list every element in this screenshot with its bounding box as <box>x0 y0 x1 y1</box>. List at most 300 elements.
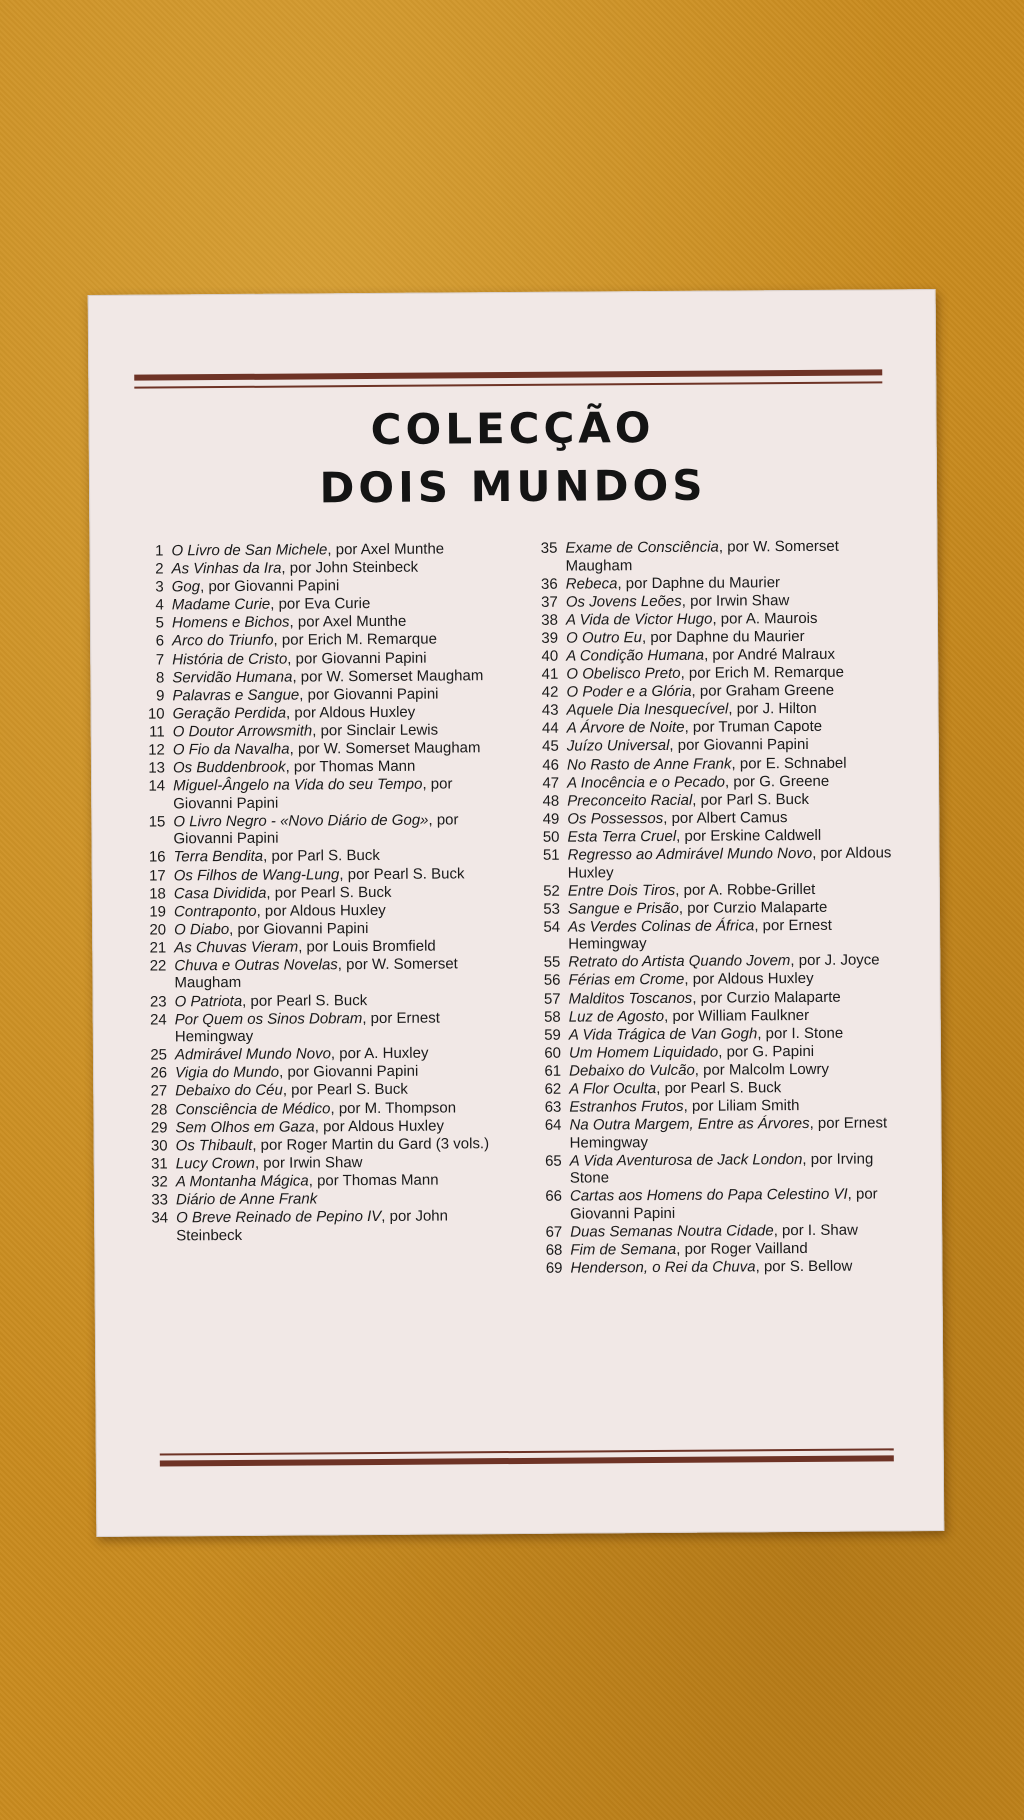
book-title: O Livro Negro - «Novo Diário de Gog» <box>173 811 429 831</box>
book-text <box>568 844 892 881</box>
book-entry <box>135 1099 503 1119</box>
book-entry <box>522 1150 894 1188</box>
book-title: Cartas aos Homens do Papa Celestino VI <box>569 1186 848 1206</box>
book-entry <box>132 558 500 578</box>
book-entry <box>132 649 500 669</box>
book-text <box>172 649 500 669</box>
book-title: Exame de Consciência <box>565 538 719 557</box>
book-number: 62 <box>544 1080 562 1098</box>
book-entry <box>519 754 891 774</box>
book-number: 12 <box>148 741 165 759</box>
book-author: , por Erich M. Remarque <box>273 631 437 650</box>
book-text <box>566 609 890 629</box>
book-entry <box>518 573 890 593</box>
book-text <box>173 775 501 812</box>
book-author: , por G. Papini <box>718 1042 815 1061</box>
book-author: , por Parl S. Buck <box>692 790 810 809</box>
book-author: , por M. Thompson <box>330 1098 457 1117</box>
book-author: , por E. Schnabel <box>731 754 847 773</box>
book-title: A Árvore de Noite <box>566 719 685 737</box>
book-number: 61 <box>544 1062 562 1080</box>
book-entry <box>522 1239 894 1259</box>
book-number: 24 <box>149 1011 167 1029</box>
book-title: História de Cristo <box>172 650 288 668</box>
book-author: , por Curzio Malaparte <box>692 988 841 1007</box>
book-text <box>175 1117 503 1137</box>
book-text <box>566 627 890 647</box>
book-author: , por Roger Vailland <box>676 1240 808 1258</box>
book-text <box>567 754 891 774</box>
book-text <box>567 808 891 828</box>
book-number: 1 <box>155 542 164 560</box>
book-author: , por Ernest Hemingway <box>569 1114 888 1152</box>
book-number: 26 <box>150 1064 168 1082</box>
book-entry <box>518 609 890 629</box>
book-title: As Chuvas Vieram <box>174 938 299 957</box>
book-text <box>173 703 501 723</box>
book-author: , por A. Maurois <box>712 609 818 628</box>
book-title: O Fio da Navalha <box>172 740 290 759</box>
book-number: 36 <box>540 575 558 593</box>
book-number: 38 <box>541 611 559 629</box>
book-entry <box>134 937 502 957</box>
book-author: , por Giovanni Papini <box>279 1063 419 1082</box>
book-number: 52 <box>543 882 560 900</box>
book-text <box>567 700 891 720</box>
book-entry <box>133 703 501 723</box>
book-text <box>172 685 500 705</box>
book-text <box>174 883 502 903</box>
book-entry <box>134 883 502 903</box>
book-number: 47 <box>542 774 560 792</box>
book-entry <box>521 1024 893 1044</box>
book-list-right <box>517 537 894 1278</box>
book-entry <box>134 919 502 939</box>
book-entry <box>135 991 503 1011</box>
book-text <box>173 811 501 848</box>
book-entry <box>135 1044 503 1064</box>
book-entry <box>521 1042 893 1062</box>
book-author: , por W. Somerset Maugham <box>289 739 481 758</box>
book-author: , por Parl S. Buck <box>263 847 380 866</box>
book-number: 49 <box>542 810 560 828</box>
book-entry <box>134 865 502 885</box>
book-text <box>172 631 500 651</box>
book-title: As Verdes Colinas de África <box>568 917 755 936</box>
book-text <box>175 1081 503 1101</box>
book-author: , por G. Greene <box>724 772 830 791</box>
book-text <box>570 1221 894 1241</box>
book-author: , por J. Hilton <box>728 700 817 718</box>
book-title: Na Outra Margem, Entre as Árvores <box>569 1115 810 1134</box>
book-number: 37 <box>541 593 558 611</box>
book-author: , por Aldous Huxley <box>256 901 386 920</box>
book-entry <box>520 916 892 954</box>
book-number: 46 <box>542 756 560 774</box>
book-entry <box>521 1096 893 1116</box>
book-text <box>569 1042 893 1062</box>
book-author: , por S. Bellow <box>755 1257 853 1276</box>
book-author: , por Graham Greene <box>691 681 835 700</box>
book-number: 21 <box>149 939 167 957</box>
book-entry <box>519 736 891 756</box>
book-title: Consciência de Médico <box>175 1099 331 1118</box>
book-entry <box>520 880 892 900</box>
book-author: , por Truman Capote <box>684 718 823 737</box>
book-author: , por Malcolm Lowry <box>694 1060 830 1079</box>
book-text <box>569 1115 893 1152</box>
book-entry <box>517 537 889 575</box>
book-text <box>566 663 890 683</box>
book-number: 35 <box>540 539 558 557</box>
book-text <box>172 594 500 614</box>
book-number: 18 <box>149 885 166 903</box>
book-number: 66 <box>545 1188 563 1206</box>
book-text <box>175 1009 503 1046</box>
book-text <box>174 901 502 921</box>
book-title: Admirável Mundo Novo <box>174 1045 331 1064</box>
book-entry <box>521 1115 893 1153</box>
book-number: 45 <box>542 738 559 756</box>
book-entry <box>519 700 891 720</box>
book-title: O Livro de San Michele <box>171 541 328 560</box>
book-entry <box>135 1081 503 1101</box>
book-text <box>176 1135 504 1155</box>
book-entry <box>132 667 500 687</box>
book-number: 7 <box>155 651 165 669</box>
book-entry <box>136 1207 504 1245</box>
book-entry <box>518 627 890 647</box>
book-text <box>569 1060 893 1080</box>
book-number: 31 <box>150 1155 168 1173</box>
book-title: Debaixo do Vulcão <box>569 1061 695 1080</box>
book-entry <box>520 844 892 882</box>
book-entry <box>518 663 890 683</box>
book-entry <box>522 1221 894 1241</box>
book-number: 43 <box>541 701 559 720</box>
book-title: O Obelisco Preto <box>566 664 681 683</box>
book-number: 56 <box>543 972 561 990</box>
book-entry <box>521 1060 893 1080</box>
book-author: , por Giovanni Papini <box>287 649 427 668</box>
book-entry <box>136 1171 504 1191</box>
book-entry <box>135 1062 503 1082</box>
book-entry <box>132 685 500 705</box>
book-number: 23 <box>149 993 167 1011</box>
book-title: Madame Curie <box>171 595 271 614</box>
book-text <box>567 718 891 738</box>
book-title: As Vinhas da Ira <box>171 559 282 578</box>
book-author: , por Irwin Shaw <box>681 591 790 610</box>
book-number: 64 <box>544 1116 562 1135</box>
book-entry <box>131 540 499 560</box>
book-title: Juízo Universal <box>566 737 670 756</box>
book-entry <box>518 682 890 702</box>
book-text <box>569 1024 893 1044</box>
book-number: 16 <box>148 848 166 866</box>
book-author: , por Daphne du Maurier <box>641 627 805 646</box>
book-number: 44 <box>541 720 559 738</box>
book-entry <box>520 952 892 972</box>
book-number: 60 <box>544 1044 562 1062</box>
book-author: , por Louis Bromfield <box>298 937 436 956</box>
book-author: , por Pearl S. Buck <box>656 1079 782 1098</box>
book-title: Palavras e Sangue <box>172 686 300 705</box>
book-number: 58 <box>543 1008 561 1026</box>
book-number: 30 <box>150 1137 168 1155</box>
book-number: 13 <box>148 759 166 777</box>
book-entry <box>520 970 892 990</box>
book-title: Estranhos Frutos <box>569 1097 684 1116</box>
book-author: , por André Malraux <box>704 645 836 664</box>
book-number: 65 <box>544 1152 562 1170</box>
top-rule-thin <box>134 381 882 388</box>
book-title: O Breve Reinado de Pepino IV <box>176 1208 382 1227</box>
book-entry <box>521 1006 893 1026</box>
book-author: , por Erskine Caldwell <box>676 826 822 845</box>
book-number: 63 <box>544 1098 562 1116</box>
book-text <box>570 1239 894 1259</box>
book-author: , por Ernest Hemingway <box>174 1009 440 1046</box>
book-number: 20 <box>149 921 167 939</box>
book-author: , por I. Stone <box>757 1024 844 1043</box>
book-author: , por Curzio Malaparte <box>678 898 828 917</box>
book-number: 29 <box>150 1119 168 1137</box>
book-back-cover <box>88 289 945 1537</box>
book-number: 19 <box>149 903 167 921</box>
book-author: , por Thomas Mann <box>285 757 416 776</box>
book-text <box>172 667 500 687</box>
book-title: Rebeca <box>565 574 618 593</box>
book-text <box>567 790 891 810</box>
book-title: Regresso ao Admirável Mundo Novo <box>567 844 813 864</box>
book-entry <box>519 772 891 792</box>
book-number: 6 <box>155 632 165 650</box>
book-entry <box>135 1009 503 1047</box>
book-author: , por Thomas Mann <box>308 1171 439 1190</box>
book-author: , por Giovanni Papini <box>669 736 809 755</box>
book-text <box>175 1099 503 1119</box>
book-title: Duas Semanas Noutra Cidade <box>570 1222 774 1241</box>
book-number: 27 <box>150 1082 168 1100</box>
book-title: Miguel-Ângelo na Vida do seu Tempo <box>173 775 423 795</box>
book-number: 69 <box>545 1259 563 1277</box>
book-entry <box>135 1117 503 1137</box>
book-entry <box>134 901 502 921</box>
book-author: , por Albert Camus <box>663 808 788 827</box>
book-title: Por Quem os Sinos Dobram <box>174 1009 363 1029</box>
book-number: 11 <box>149 723 165 741</box>
book-author: , por A. Huxley <box>330 1044 429 1063</box>
book-text <box>176 1189 504 1209</box>
book-text <box>174 955 502 992</box>
book-number: 17 <box>148 866 166 885</box>
book-title: Férias em Crome <box>568 971 685 990</box>
book-entry <box>133 757 501 777</box>
book-text <box>173 721 501 741</box>
book-title: O Doutor Arrowsmith <box>172 722 313 741</box>
book-number: 10 <box>147 705 165 723</box>
book-title: O Patriota <box>174 992 243 1010</box>
book-author: , por William Faulkner <box>664 1006 810 1025</box>
book-title: Esta Terra Cruel <box>567 827 677 846</box>
book-number: 34 <box>151 1209 169 1227</box>
book-title: Chuva e Outras Novelas <box>174 956 338 975</box>
book-text <box>171 540 499 560</box>
book-text <box>566 573 890 593</box>
book-entry <box>133 739 501 759</box>
book-number: 33 <box>151 1191 169 1209</box>
book-title: Diário de Anne Frank <box>175 1190 318 1209</box>
book-author: , por Pearl S. Buck <box>282 1081 408 1100</box>
book-title: Retrato do Artista Quando Jovem <box>568 952 791 972</box>
book-text <box>172 576 500 596</box>
book-author: , por Aldous Huxley <box>314 1117 445 1136</box>
book-author: , por John Steinbeck <box>281 558 419 577</box>
book-author: , por Daphne du Maurier <box>617 573 781 592</box>
book-title: Os Thibault <box>175 1136 253 1155</box>
book-title: Os Possessos <box>567 809 664 828</box>
book-entry <box>132 594 500 614</box>
book-author: , por Eva Curie <box>270 595 371 613</box>
book-title: A Flor Oculta <box>569 1080 657 1098</box>
book-entry <box>132 576 500 596</box>
book-entry <box>521 1078 893 1098</box>
book-title: Os Buddenbrook <box>172 758 286 777</box>
book-author: , por J. Joyce <box>790 951 880 970</box>
book-text <box>565 537 889 574</box>
book-title: O Outro Eu <box>566 628 643 647</box>
book-title: A Montanha Mágica <box>175 1172 309 1191</box>
book-title: Luz de Agosto <box>568 1007 665 1026</box>
book-title: Gog <box>171 578 201 596</box>
book-title: A Condição Humana <box>566 646 705 665</box>
book-number: 40 <box>541 647 559 665</box>
book-entry <box>519 790 891 810</box>
book-text <box>566 591 890 611</box>
book-author: , por Pearl S. Buck <box>266 883 392 902</box>
book-number: 8 <box>155 669 165 687</box>
book-entry <box>136 1135 504 1155</box>
book-author: , por Axel Munthe <box>289 613 407 631</box>
book-title: Um Homem Liquidado <box>568 1043 719 1062</box>
book-entry <box>132 631 500 651</box>
book-title: Entre Dois Tiros <box>567 881 676 900</box>
book-text <box>174 847 502 867</box>
book-title: Terra Bendita <box>173 848 264 866</box>
book-entry <box>521 988 893 1008</box>
book-text <box>568 898 892 918</box>
book-entry <box>134 955 502 993</box>
book-author: , por Pearl S. Buck <box>242 991 368 1010</box>
book-author: , por Giovanni Papini <box>173 775 453 813</box>
book-text <box>176 1153 504 1173</box>
book-text <box>175 1062 503 1082</box>
collection-title-line2: DOIS MUNDOS <box>319 460 707 513</box>
book-title: Casa Dividida <box>173 884 267 902</box>
book-number: 22 <box>149 957 167 975</box>
book-text <box>569 1078 893 1098</box>
book-number: 5 <box>155 614 165 632</box>
book-text <box>570 1150 894 1187</box>
book-title: Henderson, o Rei da Chuva <box>570 1258 756 1277</box>
book-author: , por Axel Munthe <box>327 540 445 559</box>
book-text <box>174 919 502 939</box>
book-text <box>567 736 891 756</box>
book-author: , por W. Somerset Maugham <box>565 537 839 575</box>
book-number: 15 <box>148 813 166 831</box>
book-number: 54 <box>543 918 561 936</box>
book-entry <box>522 1186 894 1224</box>
book-author: , por Liliam Smith <box>683 1097 800 1115</box>
book-entry <box>518 591 890 611</box>
book-text <box>567 772 891 792</box>
book-author: , por Irwin Shaw <box>254 1153 363 1172</box>
book-title: Sangue e Prisão <box>567 899 679 918</box>
book-title: Fim de Semana <box>570 1240 677 1259</box>
collection-title-line1: COLECÇÃO <box>370 403 655 455</box>
book-author: , por John Steinbeck <box>176 1207 449 1244</box>
book-text <box>172 558 500 578</box>
book-text <box>173 739 501 759</box>
book-entry <box>133 721 501 741</box>
book-title: Lucy Crown <box>175 1154 256 1173</box>
book-title: A Vida Trágica de Van Gogh <box>568 1025 758 1044</box>
book-title: Contraponto <box>173 902 257 921</box>
book-text <box>567 826 891 846</box>
book-number: 50 <box>542 828 560 846</box>
book-text <box>566 682 890 702</box>
book-number: 42 <box>541 683 559 701</box>
book-author: , por Roger Martin du Gard (3 vols.) <box>252 1134 490 1154</box>
book-text <box>173 757 501 777</box>
book-entry <box>133 811 501 849</box>
book-text <box>568 880 892 900</box>
book-entry <box>134 847 502 867</box>
bottom-rule-thin <box>160 1448 894 1455</box>
book-number: 25 <box>150 1046 168 1064</box>
book-list-left <box>131 540 504 1245</box>
book-text <box>176 1171 504 1191</box>
book-author: , por Giovanni Papini <box>299 685 439 704</box>
book-title: Os Filhos de Wang-Lung <box>173 865 340 884</box>
book-number: 55 <box>543 954 561 972</box>
book-title: Sem Olhos em Gaza <box>175 1118 315 1137</box>
book-number: 9 <box>156 687 165 705</box>
book-number: 41 <box>541 665 559 683</box>
book-author: , por Aldous Huxley <box>567 844 892 882</box>
book-title: A Vida Aventurosa de Jack London <box>569 1150 803 1170</box>
book-number: 57 <box>543 990 561 1008</box>
bottom-rule-thick <box>160 1455 894 1466</box>
book-text <box>569 988 893 1008</box>
book-title: Aquele Dia Inesquecível <box>566 700 729 719</box>
book-author: , por Erich M. Remarque <box>680 663 844 682</box>
book-number: 51 <box>542 846 560 864</box>
book-number: 59 <box>544 1026 561 1044</box>
book-author: , por Irving Stone <box>569 1150 874 1187</box>
book-title: A Vida de Victor Hugo <box>565 610 713 629</box>
top-rule-thick <box>134 369 882 380</box>
book-entry <box>519 808 891 828</box>
book-author: , por W. Somerset Maugham <box>292 666 484 686</box>
book-title: Debaixo do Céu <box>175 1082 283 1100</box>
book-title: Malditos Toscanos <box>568 989 693 1008</box>
book-author: , por I. Shaw <box>773 1221 858 1240</box>
book-number: 14 <box>148 777 166 795</box>
book-number: 4 <box>155 596 164 614</box>
book-text <box>569 1006 893 1026</box>
